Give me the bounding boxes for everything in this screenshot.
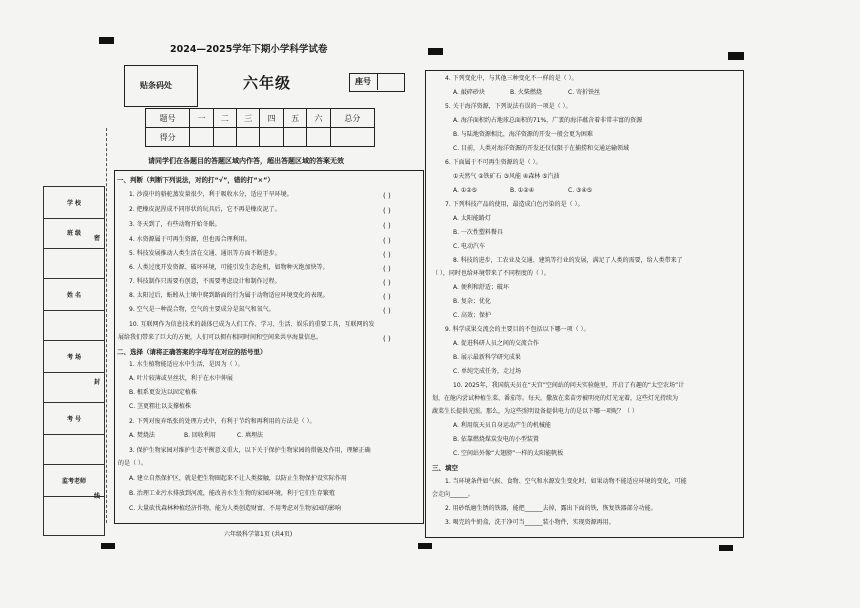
score-header-cell: 总分 [330,109,374,128]
option[interactable]: C. 单纯完成任务，走过场 [453,368,522,375]
judge-item: 1. 沙漠中的骆驼蒸发量很少，利于吸收水分，适应干旱环境。 [129,191,293,198]
option[interactable]: A. 太阳能路灯 [453,215,491,222]
exam-title: 2024—2025学年下期小学科学试卷 [170,44,328,55]
option[interactable]: A. 海洋面积约占地球总面积的71%，广袤的海洋蕴含着非常丰富的资源 [453,117,643,124]
answer-paren[interactable]: ( ) [383,237,391,245]
option[interactable]: C. 电动汽车 [453,243,486,250]
section3-heading: 三、填空 [432,464,458,472]
judge-item: 展给我们带来了巨大的方便，人们可以拥有相同时间和空间来共享海量信息。 [118,334,323,341]
school-field[interactable]: 学 校 [44,187,104,219]
option[interactable]: A. ①②⑤ [453,187,477,194]
blank-row [44,249,104,279]
score-cell[interactable] [237,128,260,147]
fill-question: 会走向______。 [432,491,475,498]
binding-line [106,128,107,523]
score-header-cell: 题号 [146,109,190,128]
option[interactable]: B. 依靠燃烧煤炭发电的小型装置 [453,436,539,443]
fill-question: 3. 喝完的牛奶盒，洗干净可当______装小物件，实现资源再用。 [445,519,615,526]
blank-row [44,497,104,535]
option[interactable]: C. 大量砍伐森林种植经济作物，能为人类创造财富，不用考虑对生物家园的影响 [129,505,342,512]
question-stem: 8. 科技的进步，工农业及交通、建筑等行业的发展，满足了人类的需要，给人类带来了 [453,257,683,264]
option[interactable]: C. ③④⑤ [568,187,593,194]
resource-list: ①天然气 ②铁矿石 ③风能 ④森林 ⑤汽油 [453,173,560,180]
option[interactable]: A. 叶片较薄或呈丝状，利于在水中伸展 [129,375,233,382]
notice-text: 请同学们在各题目的答题区域内作答，超出答题区域的答案无效 [148,157,344,165]
score-header-cell: 二 [213,109,236,128]
registration-mark [719,545,733,551]
question-stem: 的是（ ）。 [118,460,147,467]
binding-mark-mi: 密 [94,235,101,242]
judge-item: 10. 互联网作为信息技术的载体已成为人们工作、学习、生活、娱乐的重要工具，互联网的发 [129,321,375,328]
option[interactable]: B. 展示最新科学研究成果 [453,354,521,361]
option[interactable]: A. 便利和舒适；破坏 [453,284,509,291]
score-row-label: 得分 [146,128,190,147]
option[interactable]: C. 寄折铁丝 [568,89,601,96]
score-header-cell: 四 [260,109,283,128]
judge-item: 4. 水资源属于可再生资源，但也需合理利用。 [129,236,251,243]
registration-mark [101,543,115,549]
option[interactable]: B. 一次性塑料餐具 [453,229,503,236]
class-name-box [43,217,105,536]
registration-mark [418,543,432,549]
score-cell[interactable] [190,128,213,147]
blank-row [44,435,104,465]
question-stem: 5. 关于海洋资源，下列说法有误的一项是（ ）。 [445,103,572,110]
exam-room-field[interactable]: 考 场 [44,341,104,373]
answer-paren[interactable]: ( ) [383,279,391,287]
score-header-cell: 五 [283,109,306,128]
invigilator-field[interactable]: 监考老师 [44,465,104,497]
option[interactable]: B. ①②④ [510,187,535,194]
fill-question: 2. 用砂纸磨生锈的铁器，能把______去掉，露出下面的铁，恢复铁器部分功能。 [445,505,657,512]
question-stem: 9. 科学成果交流会的主要目的不包括以下哪一项（ ）。 [445,326,590,333]
judge-item: 5. 科技发展推动人类生活在交通、通讯等方面不断进步。 [129,250,281,257]
answer-paren[interactable]: ( ) [383,222,391,230]
judge-item: 9. 空气是一种混合物，空气的主要成分是氮气和氧气。 [129,306,275,313]
answer-paren[interactable]: ( ) [383,207,391,215]
grade-label: 六年级 [243,74,292,92]
seat-label: 座号 [355,77,371,86]
option[interactable]: A. 敲碎砂块 [453,89,485,96]
option[interactable]: B. 复杂；优化 [453,298,491,305]
score-cell[interactable] [307,128,330,147]
question-stem: 划，在舱内尝试种植生菜、番茄等。每天，撒放在菜苗旁被明亮的灯光宠着，这些灯光持续为 [432,395,679,402]
seat-input[interactable] [377,73,378,90]
exam-number-field[interactable]: 考 号 [44,403,104,435]
question-stem: 1. 水生植物能适应水中生活，是因为（ ）。 [129,361,244,368]
blank-row [44,311,104,341]
score-cell[interactable] [283,128,306,147]
page-footer: 六年级科学第1页 (共4页) [224,531,293,538]
answer-paren[interactable]: ( ) [383,192,391,200]
binding-mark-xian: 线 [94,493,101,500]
answer-paren[interactable]: ( ) [383,265,391,273]
name-field[interactable]: 姓 名 [44,279,104,311]
question-stem: 10. 2025年，我国航天员在“天宫”空间站的问天实验舱里，开启了有趣的“太空农场”计 [453,382,685,389]
option[interactable]: C. 茎更粗壮以支撑植株 [129,403,192,410]
registration-mark [728,52,744,60]
fill-question: 1. 当环境条件如气候、食物、空气和水源发生变化时，如果动物不能适应环境的变化，可能 [445,478,687,485]
class-field[interactable]: 班 级 [44,217,104,249]
option[interactable]: B. 回收利用 [184,432,216,439]
judge-item: 8. 太阳过后，蚯蚓从土壤中爬到路面的行为属于动物适应环境变化的表现。 [129,292,329,299]
question-stem: 4. 下列变化中，与其他三种变化不一样的是（ ）。 [445,75,578,82]
score-cell[interactable] [213,128,236,147]
option[interactable]: B. 根系更发达以固定植株 [129,389,197,396]
binding-mark-feng: 封 [94,379,101,386]
judge-item: 7. 科技制作只需要有创意，不需要考虑设计和制作过程。 [129,278,281,285]
answer-paren[interactable]: ( ) [383,293,391,301]
option[interactable]: A. 促进科研人员之间的交流合作 [453,340,539,347]
score-cell[interactable] [260,128,283,147]
answer-paren[interactable]: ( ) [383,335,391,343]
section2-heading: 二、选择（请将正确答案的字母写在对应的括号里） [117,348,267,356]
option[interactable]: C. 填埋法 [237,432,264,439]
registration-mark [428,48,443,55]
question-stem: 2. 下列对废弃纸张的处理方式中，有利于节约和再利用的方法是（ ）。 [129,418,316,425]
question-stem: 3. 保护生物家园对维护生态平衡意义重大，以下关于保护生物家园的措施及作用，理解正确 [129,447,371,454]
score-table [145,108,375,147]
option[interactable]: C. 高效；保护 [453,312,492,319]
score-header-cell: 三 [237,109,260,128]
answer-paren[interactable]: ( ) [383,307,391,315]
barcode-label: 贴条码处 [140,81,172,90]
judge-item: 2. 把橡皮泥捏成不同形状的玩具后，它不再是橡皮泥了。 [129,206,281,213]
question-stem: 7. 下列科技产品的使用，最造成白色污染的是（ ）。 [445,201,584,208]
answer-paren[interactable]: ( ) [383,251,391,259]
question-stem: 蔬菜生长提供光照。那么，为这些照明设备提供电力的是以下哪一项呢？（ ） [432,408,638,415]
option[interactable]: B. 与陆地资源相比，海洋资源的开发一般会更为困难 [453,131,593,138]
option[interactable]: A. 建立自然保护区，就是把生物圈起来不让人类接触，以防止生物保护设实际作用 [129,475,347,482]
registration-mark [99,37,114,44]
question-stem: （ ），同时也给环境带来了不同程度的（ ）。 [432,270,550,277]
score-cell[interactable] [330,128,374,147]
option[interactable]: C. 空间站外像“大翅膀”一样的太阳能帆板 [453,450,564,457]
judge-item: 3. 冬天到了，有些动物开始冬眠。 [129,221,221,228]
score-header-cell: 一 [190,109,213,128]
option[interactable]: B. 火柴燃烧 [510,89,542,96]
judge-item: 6. 人类过度开发资源、破坏环境，可能引发生态危机，如物种灭绝加快等。 [129,264,329,271]
option[interactable]: A. 焚烧法 [129,432,155,439]
score-header-cell: 六 [307,109,330,128]
option[interactable]: B. 治理工业污水排放到河流，能改善水生生物的家园环境，利于它们生存繁殖 [129,490,335,497]
blank-row [44,373,104,403]
option[interactable]: C. 目前，人类对海洋资源的开发还仅仅限于在捕捞和交通运输领域 [453,145,630,152]
option[interactable]: A. 利用航天员自身运动产生的机械能 [453,422,551,429]
question-stem: 6. 下面属于不可再生资源的是（ ）。 [445,159,542,166]
section1-heading: 一、判断（判断下列说法，对的打“√”，错的打“×”） [117,176,274,184]
